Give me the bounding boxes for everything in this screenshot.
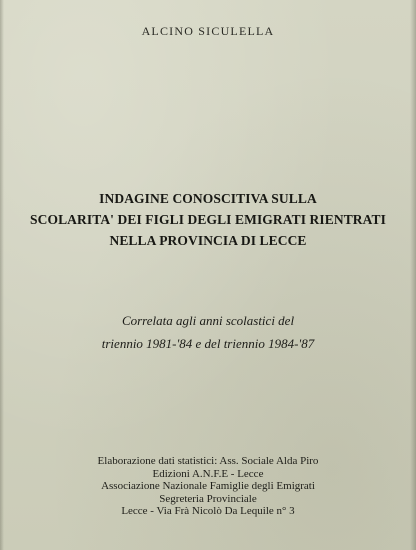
- publisher-line-4: Segreteria Provinciale: [159, 492, 257, 505]
- publisher-info: [0, 455, 416, 518]
- title-line-2: SCOLARITA' DEI FIGLI DEGLI EMIGRATI RIENTRATI: [30, 212, 386, 227]
- title-line-1: INDAGINE CONOSCITIVA SULLA: [99, 191, 317, 206]
- publisher-line-1: Elaborazione dati statistici: Ass. Sociale Alda Piro: [97, 455, 319, 467]
- title-line-3: NELLA PROVINCIA DI LECCE: [109, 233, 307, 248]
- book-subtitle: [0, 309, 416, 355]
- publisher-line-2: Edizioni A.N.F.E - Lecce: [152, 467, 264, 480]
- publisher-line-5: Lecce - Via Frà Nicolò Da Lequile n° 3: [121, 505, 295, 518]
- author-name: ALCINO SICULELLA: [141, 24, 275, 38]
- subtitle-line-2: triennio 1981-'84 e del triennio 1984-'87: [101, 336, 315, 351]
- subtitle-line-1: Correlata agli anni scolastici del: [121, 313, 295, 328]
- book-title: [0, 188, 416, 251]
- publisher-line-3: Associazione Nazionale Famiglie degli Emigrati: [101, 480, 315, 493]
